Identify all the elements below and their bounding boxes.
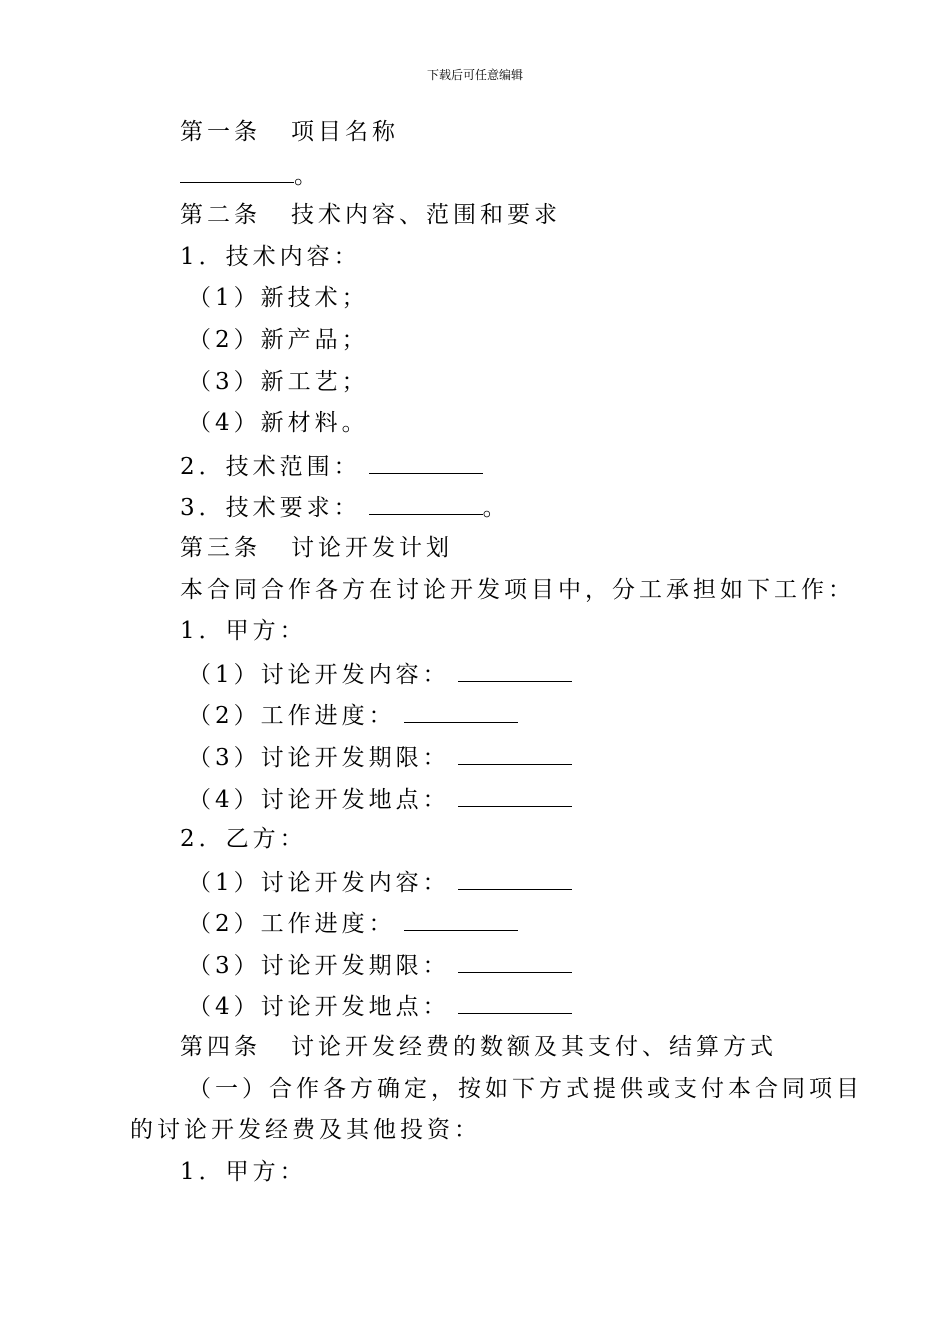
fill-blank [458,944,572,973]
paragraph: 本合同合作各方在讨论开发项目中，分工承担如下工作： [180,576,855,603]
paragraph-continuation: 的讨论开发经费及其他投资： [130,1117,481,1144]
article-2-heading: 第二条 技术内容、范围和要求 [180,202,561,229]
fill-blank [369,486,483,515]
list-item: （2）工作进度： [180,902,830,944]
article-3-heading: 第三条 讨论开发计划 [180,534,453,561]
fill-blank [404,902,518,931]
list-item: （4）讨论开发地点： [180,985,830,1027]
list-item: 3．技术要求： 。 [180,486,830,528]
list-item: 2．乙方： [180,826,307,853]
fill-blank [369,445,483,474]
list-item: （3）讨论开发期限： [180,736,830,778]
article-1-blank-line: 。 [180,154,830,196]
list-item: （1）新技术； [188,285,369,312]
list-item: （4）讨论开发地点： [180,778,830,820]
list-item: （3）讨论开发期限： [180,944,830,986]
list-item: （2）工作进度： [180,694,830,736]
fill-blank [180,154,294,183]
list-item: （4）新材料。 [188,410,369,437]
list-item: （2）新产品； [188,326,369,353]
list-item: 1．甲方： [180,618,307,645]
article-4-heading: 第四条 讨论开发经费的数额及其支付、结算方式 [180,1034,777,1061]
list-item: 1．甲方： [180,1158,307,1185]
paragraph: （一）合作各方确定，按如下方式提供或支付本合同项目 [188,1075,863,1102]
fill-blank [458,653,572,682]
list-item: （1）讨论开发内容： [180,861,830,903]
page-header: 下载后可任意编辑 [426,68,523,82]
document-body [130,112,863,1193]
article-1-heading: 第一条 项目名称 [180,119,399,145]
fill-blank [458,736,572,765]
list-item: （1）讨论开发内容： [180,653,830,695]
list-item: 2．技术范围： [180,445,830,487]
fill-blank [404,694,518,723]
fill-blank [458,778,572,807]
list-item: （3）新工艺； [188,368,369,395]
fill-blank [458,861,572,890]
fill-blank [458,985,572,1014]
list-item: 1．技术内容： [180,243,361,270]
